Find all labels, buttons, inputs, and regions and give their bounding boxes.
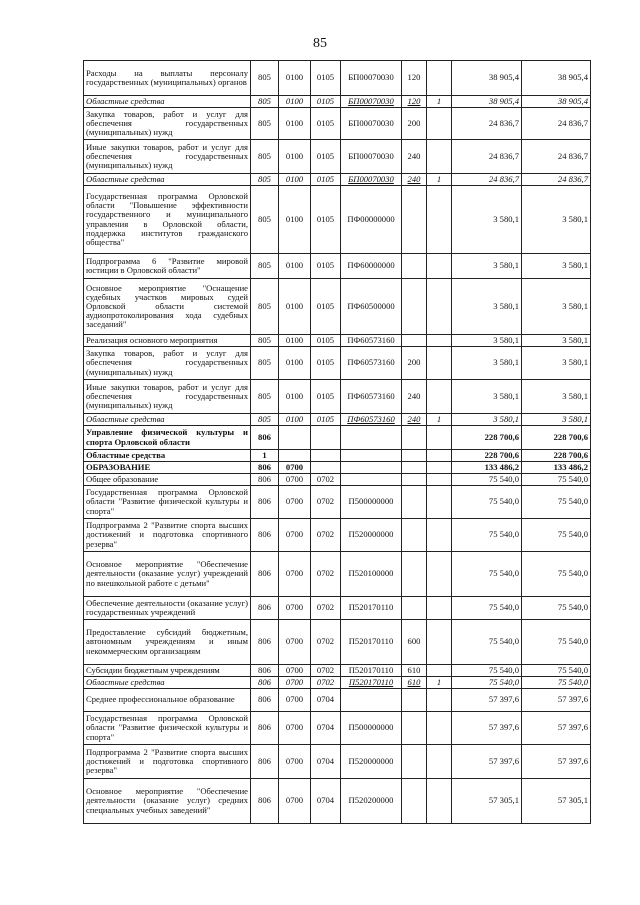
row-grbs-code: 805	[251, 108, 279, 140]
row-expense-type-code: 610	[402, 677, 427, 689]
row-amount-2: 24 836,7	[522, 174, 591, 186]
row-target-article-code: П520200000	[341, 779, 402, 824]
row-grbs-code: 806	[251, 620, 279, 665]
row-funding-source	[427, 745, 452, 779]
row-target-article-code: БП00070030	[341, 61, 402, 96]
table-row	[84, 279, 591, 335]
row-target-article-code: ПФ60573160	[341, 414, 402, 426]
row-name: Областные средства	[84, 96, 251, 108]
row-target-article-code: БП00070030	[341, 96, 402, 108]
row-subsection-code: 0105	[311, 380, 341, 414]
row-grbs-code: 805	[251, 186, 279, 254]
row-subsection-code: 0704	[311, 745, 341, 779]
table-row	[84, 745, 591, 779]
row-name: Государственная программа Орловской области "Повышение эффективности государственного и муниципального управления в Орловской области, поддержка институтов гражданского общества"	[84, 186, 251, 254]
row-name: Закупка товаров, работ и услуг для обеспечения государственных (муниципальных) нужд	[84, 108, 251, 140]
row-name: Основное мероприятие "Оснащение судебных участков мировых судей Орловской области системой аудиопротоколирования хода судебных заседаний"	[84, 279, 251, 335]
row-name: Подпрограмма 6 "Развитие мировой юстиции в Орловской области"	[84, 254, 251, 279]
row-target-article-code: ПФ60573160	[341, 380, 402, 414]
row-amount-1: 3 580,1	[452, 414, 522, 426]
table-row	[84, 108, 591, 140]
row-section-code: 0100	[279, 414, 311, 426]
row-name: Основное мероприятие "Обеспечение деятельности (оказание услуг) средних специальных учебных заведений"	[84, 779, 251, 824]
row-section-code: 0700	[279, 474, 311, 486]
table-row	[84, 335, 591, 347]
row-section-code: 0700	[279, 486, 311, 519]
row-target-article-code: П520170110	[341, 597, 402, 620]
row-expense-type-code	[402, 279, 427, 335]
row-target-article-code: БП00070030	[341, 108, 402, 140]
row-subsection-code: 0105	[311, 279, 341, 335]
row-name: Реализация основного мероприятия	[84, 335, 251, 347]
table-row	[84, 677, 591, 689]
row-grbs-code: 806	[251, 486, 279, 519]
row-expense-type-code	[402, 450, 427, 462]
row-grbs-code: 806	[251, 519, 279, 552]
row-expense-type-code: 120	[402, 96, 427, 108]
row-target-article-code: П520100000	[341, 552, 402, 597]
row-name: Областные средства	[84, 414, 251, 426]
row-amount-1: 38 905,4	[452, 96, 522, 108]
row-grbs-code: 805	[251, 414, 279, 426]
row-section-code: 0100	[279, 335, 311, 347]
table-row	[84, 174, 591, 186]
row-name: Среднее профессиональное образование	[84, 689, 251, 712]
row-target-article-code: ПФ60573160	[341, 335, 402, 347]
row-grbs-code: 805	[251, 96, 279, 108]
row-target-article-code	[341, 474, 402, 486]
row-section-code: 0100	[279, 140, 311, 174]
row-funding-source	[427, 665, 452, 677]
row-name: Иные закупки товаров, работ и услуг для обеспечения государственных (муниципальных) нужд	[84, 140, 251, 174]
row-section-code: 0100	[279, 61, 311, 96]
row-funding-source	[427, 335, 452, 347]
row-funding-source	[427, 186, 452, 254]
row-amount-1: 75 540,0	[452, 665, 522, 677]
row-target-article-code	[341, 689, 402, 712]
row-amount-1: 3 580,1	[452, 380, 522, 414]
table-row	[84, 712, 591, 745]
row-target-article-code: П520170110	[341, 665, 402, 677]
row-amount-1: 3 580,1	[452, 254, 522, 279]
row-funding-source	[427, 61, 452, 96]
row-subsection-code: 0702	[311, 665, 341, 677]
row-name: Расходы на выплаты персоналу государственных (муниципальных) органов	[84, 61, 251, 96]
row-funding-source	[427, 254, 452, 279]
row-subsection-code: 0105	[311, 254, 341, 279]
table-row	[84, 474, 591, 486]
row-expense-type-code	[402, 462, 427, 474]
row-grbs-code: 806	[251, 552, 279, 597]
row-grbs-code: 806	[251, 745, 279, 779]
row-amount-1: 75 540,0	[452, 552, 522, 597]
row-grbs-code: 806	[251, 665, 279, 677]
row-grbs-code: 805	[251, 380, 279, 414]
row-section-code: 0100	[279, 186, 311, 254]
row-target-article-code: БП00070030	[341, 174, 402, 186]
row-amount-1: 75 540,0	[452, 486, 522, 519]
row-funding-source: 1	[427, 96, 452, 108]
row-amount-2: 75 540,0	[522, 474, 591, 486]
row-subsection-code	[311, 462, 341, 474]
row-grbs-code: 805	[251, 254, 279, 279]
row-funding-source	[427, 108, 452, 140]
row-expense-type-code	[402, 186, 427, 254]
row-section-code: 0100	[279, 347, 311, 380]
row-expense-type-code: 240	[402, 414, 427, 426]
row-subsection-code: 0702	[311, 486, 341, 519]
row-section-code: 0700	[279, 745, 311, 779]
row-amount-2: 38 905,4	[522, 61, 591, 96]
row-section-code: 0700	[279, 552, 311, 597]
row-amount-2: 3 580,1	[522, 414, 591, 426]
row-amount-1: 133 486,2	[452, 462, 522, 474]
row-target-article-code: ПФ60573160	[341, 347, 402, 380]
row-section-code: 0700	[279, 597, 311, 620]
row-funding-source	[427, 597, 452, 620]
row-subsection-code: 0702	[311, 597, 341, 620]
row-expense-type-code	[402, 779, 427, 824]
row-amount-2: 75 540,0	[522, 665, 591, 677]
row-grbs-code: 805	[251, 279, 279, 335]
row-name: Подпрограмма 2 "Развитие спорта высших достижений и подготовка спортивного резерва"	[84, 519, 251, 552]
row-funding-source	[427, 140, 452, 174]
row-amount-2: 75 540,0	[522, 597, 591, 620]
row-section-code: 0700	[279, 462, 311, 474]
row-amount-1: 75 540,0	[452, 597, 522, 620]
row-subsection-code: 0702	[311, 677, 341, 689]
row-name: Государственная программа Орловской области "Развитие физической культуры и спорта"	[84, 486, 251, 519]
row-target-article-code: ПФ60000000	[341, 254, 402, 279]
row-name: Обеспечение деятельности (оказание услуг) государственных учреждений	[84, 597, 251, 620]
row-section-code	[279, 450, 311, 462]
row-amount-2: 228 700,6	[522, 450, 591, 462]
row-name: Подпрограмма 2 "Развитие спорта высших достижений и подготовка спортивного резерва"	[84, 745, 251, 779]
row-section-code	[279, 426, 311, 450]
row-amount-2: 3 580,1	[522, 186, 591, 254]
row-amount-2: 3 580,1	[522, 347, 591, 380]
row-grbs-code: 805	[251, 174, 279, 186]
row-target-article-code: П500000000	[341, 486, 402, 519]
row-section-code: 0700	[279, 689, 311, 712]
row-expense-type-code	[402, 689, 427, 712]
table-row	[84, 254, 591, 279]
row-amount-2: 24 836,7	[522, 140, 591, 174]
row-funding-source	[427, 519, 452, 552]
row-section-code: 0100	[279, 254, 311, 279]
row-amount-2: 133 486,2	[522, 462, 591, 474]
row-amount-2: 3 580,1	[522, 254, 591, 279]
row-amount-1: 228 700,6	[452, 450, 522, 462]
row-target-article-code	[341, 450, 402, 462]
row-name: Предоставление субсидий бюджетным, автономным учреждениям и иным некоммерческим организациям	[84, 620, 251, 665]
row-amount-1: 228 700,6	[452, 426, 522, 450]
row-expense-type-code: 240	[402, 174, 427, 186]
row-subsection-code: 0702	[311, 552, 341, 597]
table-row	[84, 597, 591, 620]
row-expense-type-code	[402, 486, 427, 519]
row-section-code: 0700	[279, 620, 311, 665]
row-amount-1: 3 580,1	[452, 347, 522, 380]
row-amount-1: 57 397,6	[452, 689, 522, 712]
row-name: Закупка товаров, работ и услуг для обеспечения государственных (муниципальных) нужд	[84, 347, 251, 380]
row-amount-1: 75 540,0	[452, 677, 522, 689]
row-expense-type-code	[402, 426, 427, 450]
table-row	[84, 450, 591, 462]
row-grbs-code: 1	[251, 450, 279, 462]
row-expense-type-code	[402, 552, 427, 597]
row-grbs-code: 806	[251, 712, 279, 745]
budget-table	[83, 60, 591, 824]
row-name: Областные средства	[84, 450, 251, 462]
row-grbs-code: 805	[251, 347, 279, 380]
row-target-article-code: П520000000	[341, 519, 402, 552]
row-name: Управление физической культуры и спорта Орловской области	[84, 426, 251, 450]
row-grbs-code: 806	[251, 677, 279, 689]
row-section-code: 0700	[279, 779, 311, 824]
table-row	[84, 347, 591, 380]
row-name: Областные средства	[84, 174, 251, 186]
row-amount-1: 75 540,0	[452, 620, 522, 665]
row-name: ОБРАЗОВАНИЕ	[84, 462, 251, 474]
row-expense-type-code	[402, 712, 427, 745]
row-amount-1: 3 580,1	[452, 186, 522, 254]
row-amount-1: 57 397,6	[452, 712, 522, 745]
row-amount-2: 3 580,1	[522, 279, 591, 335]
row-subsection-code: 0105	[311, 61, 341, 96]
row-funding-source	[427, 279, 452, 335]
row-expense-type-code: 200	[402, 347, 427, 380]
row-target-article-code	[341, 426, 402, 450]
row-subsection-code: 0105	[311, 347, 341, 380]
page-number: 85	[313, 36, 327, 51]
row-funding-source: 1	[427, 174, 452, 186]
row-expense-type-code	[402, 519, 427, 552]
table-row	[84, 140, 591, 174]
row-name: Общее образование	[84, 474, 251, 486]
row-section-code: 0700	[279, 712, 311, 745]
row-amount-2: 57 397,6	[522, 689, 591, 712]
row-subsection-code: 0702	[311, 474, 341, 486]
row-grbs-code: 806	[251, 474, 279, 486]
row-amount-2: 38 905,4	[522, 96, 591, 108]
row-subsection-code: 0105	[311, 108, 341, 140]
row-subsection-code	[311, 426, 341, 450]
table-row	[84, 96, 591, 108]
row-name: Основное мероприятие "Обеспечение деятельности (оказание услуг) учреждений по внешкольной работе с детьми"	[84, 552, 251, 597]
row-funding-source	[427, 426, 452, 450]
row-funding-source	[427, 552, 452, 597]
row-expense-type-code: 200	[402, 108, 427, 140]
row-target-article-code: ПФ00000000	[341, 186, 402, 254]
row-section-code: 0100	[279, 174, 311, 186]
row-target-article-code: П520170110	[341, 677, 402, 689]
row-grbs-code: 806	[251, 779, 279, 824]
row-subsection-code: 0702	[311, 519, 341, 552]
row-grbs-code: 806	[251, 462, 279, 474]
row-amount-2: 75 540,0	[522, 519, 591, 552]
row-section-code: 0100	[279, 380, 311, 414]
row-grbs-code: 806	[251, 426, 279, 450]
table-row	[84, 486, 591, 519]
row-amount-1: 38 905,4	[452, 61, 522, 96]
row-target-article-code: П520000000	[341, 745, 402, 779]
row-expense-type-code: 240	[402, 140, 427, 174]
table-row	[84, 186, 591, 254]
row-expense-type-code	[402, 745, 427, 779]
row-subsection-code: 0704	[311, 779, 341, 824]
row-subsection-code: 0105	[311, 140, 341, 174]
table-row	[84, 380, 591, 414]
table-row	[84, 552, 591, 597]
row-subsection-code: 0105	[311, 335, 341, 347]
row-amount-1: 75 540,0	[452, 474, 522, 486]
row-name: Государственная программа Орловской области "Развитие физической культуры и спорта"	[84, 712, 251, 745]
row-funding-source	[427, 689, 452, 712]
row-amount-1: 3 580,1	[452, 279, 522, 335]
table-row	[84, 665, 591, 677]
row-expense-type-code: 600	[402, 620, 427, 665]
row-amount-2: 75 540,0	[522, 552, 591, 597]
row-funding-source	[427, 620, 452, 665]
row-grbs-code: 806	[251, 597, 279, 620]
row-amount-2: 228 700,6	[522, 426, 591, 450]
row-subsection-code: 0704	[311, 712, 341, 745]
row-section-code: 0700	[279, 519, 311, 552]
row-amount-1: 3 580,1	[452, 335, 522, 347]
row-funding-source: 1	[427, 677, 452, 689]
row-funding-source	[427, 486, 452, 519]
row-target-article-code	[341, 462, 402, 474]
row-amount-2: 75 540,0	[522, 486, 591, 519]
row-expense-type-code	[402, 597, 427, 620]
row-subsection-code: 0704	[311, 689, 341, 712]
row-amount-2: 75 540,0	[522, 677, 591, 689]
row-name: Областные средства	[84, 677, 251, 689]
row-expense-type-code: 120	[402, 61, 427, 96]
row-expense-type-code	[402, 474, 427, 486]
table-row	[84, 426, 591, 450]
row-funding-source: 1	[427, 414, 452, 426]
row-funding-source	[427, 462, 452, 474]
row-target-article-code: П500000000	[341, 712, 402, 745]
row-section-code: 0100	[279, 108, 311, 140]
row-amount-2: 3 580,1	[522, 380, 591, 414]
row-funding-source	[427, 347, 452, 380]
table-row	[84, 519, 591, 552]
row-grbs-code: 806	[251, 689, 279, 712]
row-expense-type-code	[402, 254, 427, 279]
table-row	[84, 689, 591, 712]
row-target-article-code: П520170110	[341, 620, 402, 665]
row-funding-source	[427, 380, 452, 414]
table-row	[84, 620, 591, 665]
row-amount-1: 24 836,7	[452, 174, 522, 186]
row-target-article-code: БП00070030	[341, 140, 402, 174]
row-expense-type-code	[402, 335, 427, 347]
table-row	[84, 779, 591, 824]
row-amount-1: 24 836,7	[452, 140, 522, 174]
row-funding-source	[427, 474, 452, 486]
row-section-code: 0100	[279, 96, 311, 108]
row-section-code: 0700	[279, 665, 311, 677]
row-funding-source	[427, 712, 452, 745]
row-name: Иные закупки товаров, работ и услуг для обеспечения государственных (муниципальных) нужд	[84, 380, 251, 414]
row-subsection-code	[311, 450, 341, 462]
row-section-code: 0100	[279, 279, 311, 335]
table-row	[84, 61, 591, 96]
row-funding-source	[427, 779, 452, 824]
row-amount-2: 3 580,1	[522, 335, 591, 347]
row-amount-2: 57 305,1	[522, 779, 591, 824]
row-grbs-code: 805	[251, 61, 279, 96]
row-section-code: 0700	[279, 677, 311, 689]
row-funding-source	[427, 450, 452, 462]
row-name: Субсидии бюджетным учреждениям	[84, 665, 251, 677]
row-target-article-code: ПФ60500000	[341, 279, 402, 335]
row-amount-1: 57 397,6	[452, 745, 522, 779]
row-grbs-code: 805	[251, 335, 279, 347]
row-amount-2: 57 397,6	[522, 712, 591, 745]
row-subsection-code: 0702	[311, 620, 341, 665]
row-amount-2: 75 540,0	[522, 620, 591, 665]
row-amount-1: 24 836,7	[452, 108, 522, 140]
row-amount-2: 57 397,6	[522, 745, 591, 779]
row-amount-1: 57 305,1	[452, 779, 522, 824]
row-grbs-code: 805	[251, 140, 279, 174]
row-subsection-code: 0105	[311, 96, 341, 108]
table-row	[84, 414, 591, 426]
row-amount-2: 24 836,7	[522, 108, 591, 140]
row-subsection-code: 0105	[311, 186, 341, 254]
row-amount-1: 75 540,0	[452, 519, 522, 552]
row-expense-type-code: 610	[402, 665, 427, 677]
table-row	[84, 462, 591, 474]
row-subsection-code: 0105	[311, 174, 341, 186]
row-subsection-code: 0105	[311, 414, 341, 426]
row-expense-type-code: 240	[402, 380, 427, 414]
